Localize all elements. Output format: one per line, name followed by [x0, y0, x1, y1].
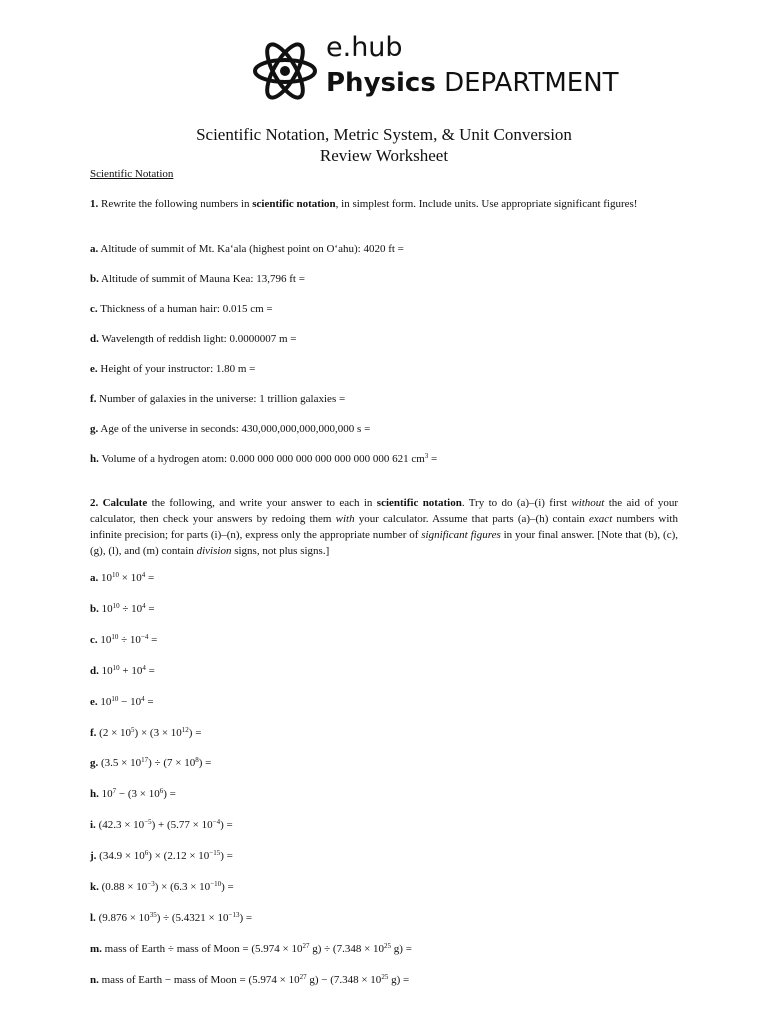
q2-item-label: h.	[90, 788, 99, 801]
brand-department	[326, 68, 619, 98]
q2-item-expression: $10^{10} \div 10^{-4}$ =	[97, 632, 158, 646]
q2-item-f	[90, 725, 678, 741]
q1-item-label: e.	[90, 363, 98, 375]
brand-ehub: e.hub	[326, 32, 403, 63]
q2-item-e	[90, 694, 678, 710]
q1-item-label: d.	[90, 333, 99, 345]
q2-item-l	[90, 910, 678, 926]
q2-item-m	[90, 941, 678, 957]
q2-item-label: f.	[90, 726, 97, 739]
q1-item-f	[90, 391, 678, 407]
q1-item-label: c.	[90, 303, 98, 315]
q2-item-expression: $(2 \times 10^5) \times (3 \times 10^{12})$ =	[96, 725, 202, 739]
physics-department-logo	[248, 30, 619, 108]
question-1-number: 1.	[90, 198, 99, 210]
q2-item-a	[90, 570, 678, 586]
q1-item-text: Age of the universe in seconds: 430,000,000,000,000,000 s =	[100, 423, 371, 435]
q2-item-label: i.	[90, 819, 96, 832]
q2-item-n	[90, 972, 678, 988]
q1-item-c	[90, 301, 678, 317]
worksheet-title: Scientific Notation, Metric System, & Unit Conversion	[196, 125, 572, 144]
q2-item-label: m.	[90, 942, 102, 955]
q1-item-g	[90, 421, 678, 437]
q2-item-d	[90, 663, 678, 679]
q1-item-text: Number of galaxies in the universe: 1 trillion galaxies =	[99, 393, 346, 405]
q2-item-expression: mass of Earth ÷ mass of Moon = ($5.974 \times 10^{27}$ $g) \div (7.348 \times 10^{25}$ g) =	[101, 941, 412, 955]
q2-item-label: k.	[90, 881, 99, 893]
atom-icon	[252, 38, 318, 104]
brand-physics: Physics	[326, 68, 436, 98]
q1-item-label: a.	[90, 243, 99, 255]
question-1-text-pre: Rewrite the following numbers in	[98, 198, 253, 210]
q1-item-a	[90, 241, 678, 257]
q1-item-h	[90, 451, 678, 467]
q2-item-i	[90, 817, 678, 833]
q2-item-expression: $(0.88 \times 10^{-3}) \times (6.3 \times 10^{-10})$ =	[98, 880, 234, 893]
q2-item-b	[90, 601, 678, 617]
q2-item-expression: $10^{10} + 10^4$ =	[98, 663, 155, 677]
q1-item-e	[90, 361, 678, 377]
q1-item-b	[90, 271, 678, 287]
q1-item-label: f.	[90, 393, 97, 405]
q2-item-expression: $10^7 - (3 \times 10^6)$ =	[98, 787, 176, 801]
q2-item-label: e.	[90, 695, 98, 708]
q1-item-text: Altitude of summit of Mt. Ka‘ala (highest point on O‘ahu): 4020 ft =	[100, 243, 404, 255]
question-1-text-post: , in simplest form. Include units. Use appropriate significant figures!	[335, 198, 638, 210]
q2-item-expression: $(34.9 \times 10^6) \times (2.12 \times 10^{-15})$ =	[96, 849, 233, 863]
q2-item-expression: $(3.5 \times 10^{17}) \div (7 \times 10^8)$ =	[98, 756, 212, 770]
q1-item-label: g.	[90, 423, 99, 435]
q2-item-expression: mass of Earth − mass of Moon = ($5.974 \times 10^{27}$ $g) - (7.348 \times 10^{25}$ g) =	[98, 972, 410, 986]
q2-item-k	[90, 879, 678, 895]
question-1-prompt	[90, 196, 678, 212]
q2-item-label: j.	[90, 850, 97, 863]
q1-item-text: Altitude of summit of Mauna Kea: 13,796 ft =	[101, 273, 305, 285]
q1-item-text: Wavelength of reddish light: 0.0000007 m =	[101, 333, 297, 345]
q1-item-text: Thickness of a human hair: 0.015 cm =	[100, 303, 273, 315]
brand-department-word: DEPARTMENT	[444, 68, 619, 98]
q1-item-superscript: 3	[424, 452, 429, 460]
q2-item-label: g.	[90, 757, 99, 770]
q2-item-j	[90, 848, 678, 864]
q2-item-expression: $(42.3 \times 10^{-5}) + (5.77 \times 10^{-4})$ =	[95, 818, 233, 832]
q1-item-text: Height of your instructor: 1.80 m =	[100, 363, 256, 375]
q1-item-text-end: =	[428, 453, 438, 465]
q2-item-label: d.	[90, 664, 99, 677]
q2-item-h	[90, 786, 678, 802]
q2-item-label: l.	[90, 911, 96, 924]
question-2-prompt: 2. Calculate the following, and write your answer to each in scientific notation. Try to do (a)–(i) first without the aid of your calculator, then check your answers by redoing them with your calculator. Assume that parts (a)–(h) contain exact numbers with infinite precision; for parts (i)–(n), express only the appropriate number of significant figures in your final answer. [Note that (b), (c), (g), (l), and (m) contain division signs, not plus signs.]	[90, 497, 678, 557]
q1-item-text: Volume of a hydrogen atom: 0.000 000 000 000 000 000 000 000 621 cm	[101, 453, 425, 465]
q2-item-label: a.	[90, 572, 99, 584]
q2-item-expression: $10^{10} - 10^4$ =	[97, 694, 154, 708]
section-heading: Scientific Notation	[90, 168, 174, 180]
q1-item-label: h.	[90, 453, 99, 465]
q1-item-d	[90, 331, 678, 347]
q2-item-c	[90, 632, 678, 648]
q2-item-expression: $10^{10} \div 10^4$ =	[98, 601, 155, 615]
question-1-keyword: scientific notation	[252, 198, 336, 210]
q2-item-expression: $10^{10} \times 10^4$ =	[98, 571, 155, 584]
q2-item-expression: $(9.876 \times 10^{35}) \div (5.4321 \times 10^{-13})$ =	[95, 910, 253, 924]
q2-item-label: c.	[90, 633, 98, 646]
q1-item-label: b.	[90, 273, 99, 285]
q2-item-label: b.	[90, 602, 99, 615]
q2-item-label: n.	[90, 973, 99, 986]
q2-item-g	[90, 755, 678, 771]
worksheet-subtitle: Review Worksheet	[319, 146, 449, 165]
